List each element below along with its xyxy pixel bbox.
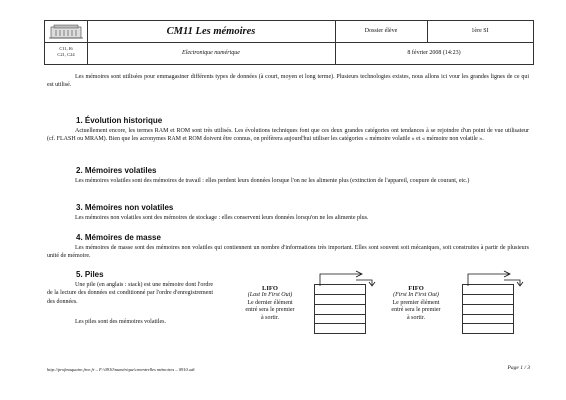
lifo-title: LIFO <box>262 285 278 292</box>
section-paragraph: Les mémoires volatiles sont des mémoires de travail : elles perdent leurs données lorsque l'on ne les alimente plus (extinction de l'appareil, coupure de courant, etc.) <box>75 178 470 184</box>
class-level: 1ère SI <box>471 28 489 34</box>
document-title: CM11 Les mémoires <box>166 26 256 37</box>
intro-paragraph: Les mémoires sont utilisées pour emmagasiner différents types de données (à court, moyen et long terme). Plusieurs technologies existes, nous allons ici vour les grandes lignes de ce qui est utilisé. <box>47 74 529 89</box>
fifo-title: FIFO <box>408 285 424 292</box>
school-building-logo <box>46 22 86 41</box>
lifo-subtitle: (Last In First Out) <box>247 292 293 299</box>
stack-cell <box>463 294 513 295</box>
fifo-line: à sortir. <box>407 314 425 321</box>
section-paragraph: Une pile (en anglais : stack) est une mémoire dont l'ordre de la lecture des données est conditionné par l'ordre d'enregistrement des données. <box>47 282 213 305</box>
stack-cell <box>315 294 365 295</box>
stack-cell <box>315 304 365 305</box>
section-paragraph: Les piles sont des mémoires volatiles. <box>75 319 166 325</box>
stack-cell <box>315 314 365 315</box>
lifo-arrow-icon <box>300 270 380 288</box>
section-heading: 1. Évolution historique <box>76 116 163 125</box>
dossier-label: Dossier élève <box>364 28 398 34</box>
lifo-line: entré sera le premier <box>245 307 295 314</box>
stack-cell <box>463 304 513 305</box>
competency-codes: C11, I6 C21, C24 <box>57 46 75 57</box>
document-header <box>44 20 534 65</box>
section-heading: 3. Mémoires non volatiles <box>76 203 174 212</box>
section-paragraph: Les mémoires non volatiles sont des mémoires de stockage : elles conservent leurs données lorsqu'on ne les alimente plus. <box>75 215 369 221</box>
stack-cell <box>463 323 513 324</box>
section-heading: 5. Piles <box>76 270 104 279</box>
section-heading: 4. Mémoires de masse <box>76 233 161 242</box>
lifo-line: Le dernier élément <box>247 299 293 306</box>
footer-path: http://profmaquaire.free.fr – F:\0910\numérique\cmentrelles mémoires – 0910.odt <box>47 367 195 372</box>
section-paragraph: Les mémoires de masse sont des mémoires non volatiles qui contiennent un nombre d'informations très important. Elles sont souvent soit mécaniques, soit construites à partir de plusieurs unité de mémoire. <box>47 245 529 260</box>
lifo-line: à sortir. <box>261 314 279 321</box>
fifo-arrow-icon <box>448 270 528 288</box>
fifo-stack <box>462 284 514 334</box>
document-date: 8 février 2008 (14:23) <box>407 50 461 56</box>
stack-cell <box>315 323 365 324</box>
lifo-caption <box>228 285 312 322</box>
fifo-line: Le premier élément <box>392 299 440 306</box>
stack-cell <box>463 314 513 315</box>
section-heading: 2. Mémoires volatiles <box>76 166 157 175</box>
fifo-caption <box>374 285 458 322</box>
fifo-line: entré sera le premier <box>391 307 441 314</box>
lifo-stack <box>314 284 366 334</box>
fifo-subtitle: (First In First Out) <box>393 292 439 299</box>
page-number: Page 1 / 3 <box>507 365 530 371</box>
section-paragraph: Actuellement encore, les termes RAM et ROM sont très utilisés. Les évolutions techniques font que ces deux grandes catégories ont tendances à se rejoindre d'un point de vue utilisateur (cf. FLASH ou MRAM). Bien que les acronymes RAM et ROM doivent être connus, on préfèrera aujourd'hui utiliser les catégories « mémoire volatile » et « mémoire non volatile ». <box>47 128 529 143</box>
document-subtitle: Electronique numérique <box>182 50 240 56</box>
